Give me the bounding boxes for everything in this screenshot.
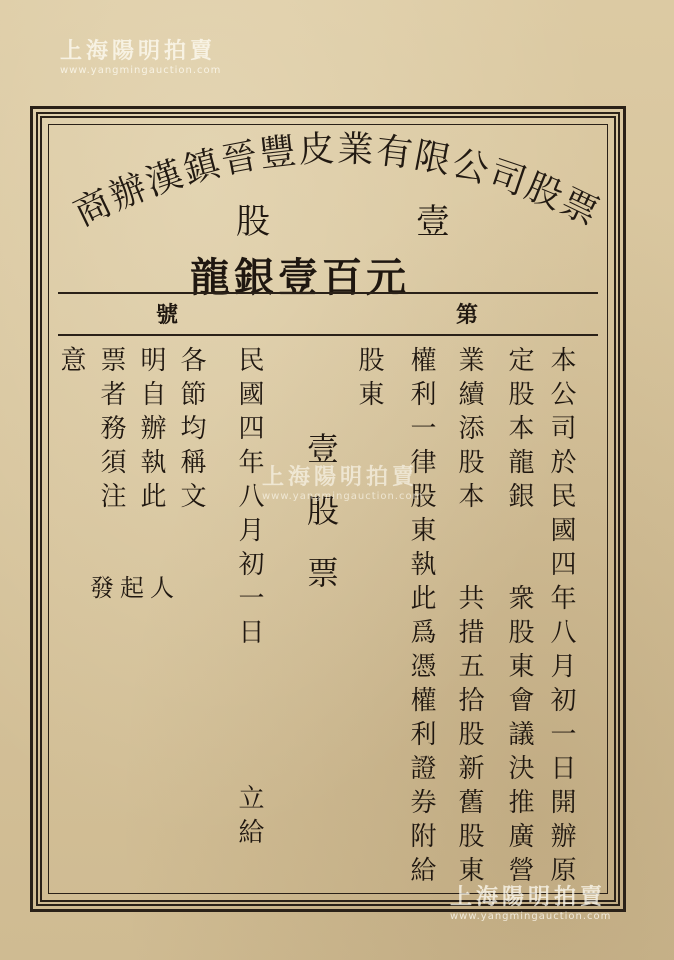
notes-column-2: 明自辦執此 bbox=[136, 346, 166, 516]
notes-column-3: 票者務須注 bbox=[96, 346, 126, 516]
svg-text:商辦漢鎮晉豐皮業有限公司股票 bbox=[68, 129, 606, 235]
watermark-url-bottom: www.yangmingauction.com bbox=[450, 911, 612, 922]
body-column-3: 業續添股本 共措五拾股新舊股東 bbox=[454, 346, 484, 890]
share-certificate-label: 壹股票 bbox=[302, 432, 340, 618]
body-column-5: 股東 bbox=[354, 346, 384, 414]
body-column-4: 權利一律股東執此爲憑權利證券附給 bbox=[406, 346, 436, 890]
watermark-url: www.yangmingauction.com bbox=[60, 65, 222, 76]
body-column-1: 本公司於民國四年八月初一日開辦原 bbox=[546, 346, 576, 890]
rule-top bbox=[58, 292, 598, 294]
body-column-2: 定股本龍銀 衆股東會議決推廣營 bbox=[504, 346, 534, 890]
notes-column-4: 意 bbox=[56, 346, 86, 380]
founders-label: 發起人 bbox=[90, 574, 180, 602]
face-value: 龍銀壹百元 bbox=[190, 254, 410, 301]
heading-char-share: 股 bbox=[236, 202, 272, 242]
notes-column-1: 各節均稱文 bbox=[176, 346, 206, 516]
date-column: 民國四年八月初一日 bbox=[234, 346, 264, 652]
number-label-first: 第 bbox=[456, 302, 479, 328]
watermark-title: 上海陽明拍賣 bbox=[60, 39, 217, 64]
watermark-url-center: www.yangmingauction.com bbox=[262, 491, 424, 502]
watermark-bottom bbox=[450, 880, 611, 922]
watermark-title-center: 上海陽明拍賣 bbox=[262, 465, 419, 490]
rule-bottom bbox=[58, 334, 598, 336]
company-name-arc: 商辦漢鎮晉豐皮業有限公司股票 bbox=[67, 128, 607, 235]
heading-char-one: 壹 bbox=[416, 202, 452, 242]
watermark-center bbox=[262, 460, 423, 502]
watermark-title-bottom: 上海陽明拍賣 bbox=[450, 885, 607, 910]
issue-label: 立給 bbox=[234, 784, 264, 852]
number-label-no: 號 bbox=[156, 302, 179, 328]
